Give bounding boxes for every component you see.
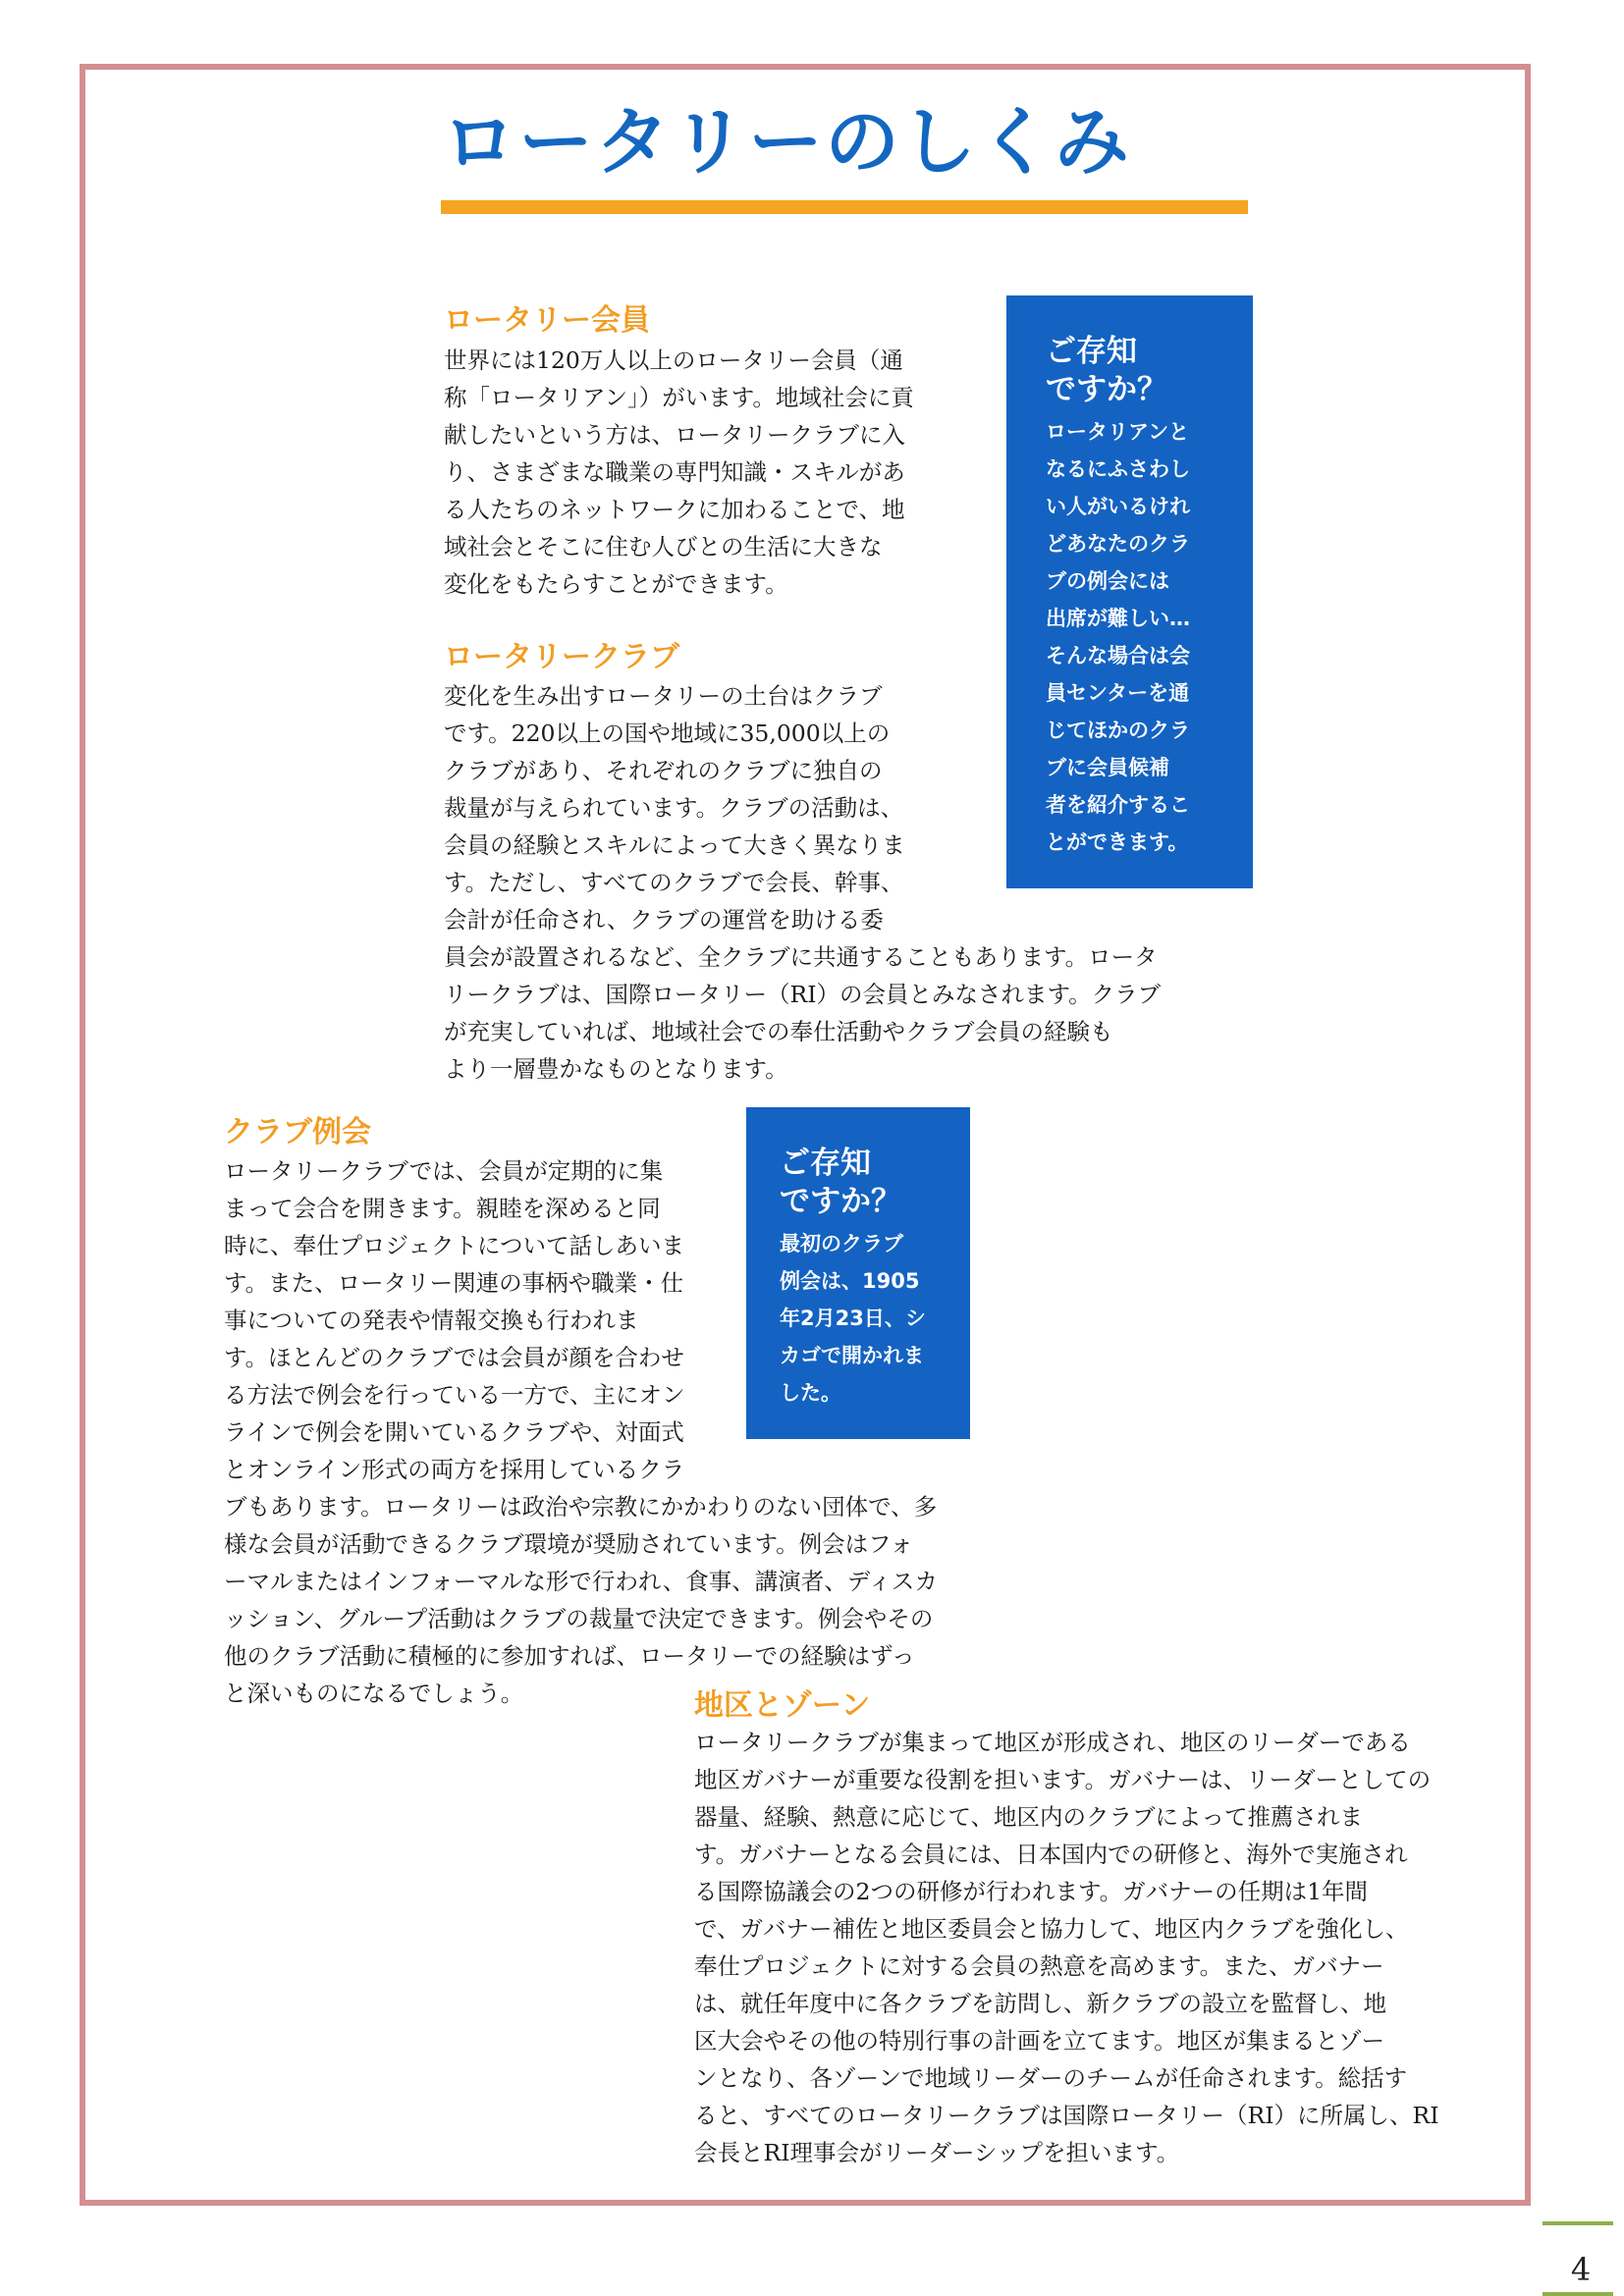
districts-line: る国際協議会の2つの研修が行われます。ガバナーの任期は1年間 [694, 1878, 1369, 1905]
page-title: ロータリーのしくみ [442, 98, 1131, 186]
info-box-title-line: ご存知 [1046, 334, 1137, 369]
title-underline [441, 200, 1248, 214]
info-box-line: 員センターを通 [1046, 681, 1190, 705]
clubs-line: です。220以上の国や地域に35,000以上の [444, 720, 891, 747]
info-box-line: ブの例会には [1046, 569, 1169, 593]
meetings-line: ラインで例会を開いているクラブや、対面式 [224, 1418, 684, 1446]
clubs-line: クラブがあり、それぞれのクラブに独自の [444, 757, 883, 784]
districts-line: す。ガバナーとなる会員には、日本国内での研修と、海外で実施され [694, 1841, 1408, 1868]
meetings-line: す。ほとんどのクラブでは会員が顔を合わせ [224, 1344, 684, 1371]
info-box-line: 者を紹介するこ [1046, 793, 1190, 817]
members-line: 世界には120万人以上のロータリー会員（通 [444, 347, 903, 374]
info-box-did-you-know-1 [1006, 295, 1253, 888]
members-line: 域社会とそこに住む人びとの生活に大きな [444, 533, 883, 561]
info-box-line: 例会は、1905 [780, 1269, 920, 1293]
info-box-line: 出席が難しい… [1046, 607, 1190, 630]
info-box-title-line: ですか？ [1046, 372, 1167, 407]
clubs-line: す。ただし、すべてのクラブで会長、幹事、 [444, 869, 904, 896]
meetings-line: ッション、グループ活動はクラブの裁量で決定できます。例会やその [224, 1605, 934, 1632]
heading-members: ロータリー会員 [444, 303, 650, 338]
info-box-line: ロータリアンと [1046, 420, 1190, 444]
districts-line: ンとなり、各ゾーンで地域リーダーのチームが任命されます。総括す [694, 2064, 1408, 2092]
districts-line: 奉仕プロジェクトに対する会員の熱意を高めます。また、ガバナー [694, 1952, 1384, 1980]
clubs-line: リークラブは、国際ロータリー（RI）の会員とみなされます。クラブ [444, 981, 1162, 1008]
meetings-line: 他のクラブ活動に積極的に参加すれば、ロータリーでの経験はずっ [224, 1642, 915, 1670]
info-box-line: そんな場合は会 [1046, 644, 1190, 667]
info-box-line: した。 [780, 1381, 841, 1405]
info-box-title [780, 1145, 970, 1221]
districts-line: 器量、経験、熱意に応じて、地区内のクラブによって推薦されま [694, 1803, 1364, 1831]
members-line: る人たちのネットワークに加わることで、地 [444, 496, 905, 523]
info-box-title [1046, 333, 1253, 409]
districts-line: 会長とRI理事会がリーダーシップを担います。 [694, 2139, 1180, 2166]
meetings-line: ブもあります。ロータリーは政治や宗教にかかわりのない団体で、多 [224, 1493, 938, 1521]
meetings-line: 事についての発表や情報交換も行われま [224, 1307, 639, 1334]
info-box-line: ブに会員候補 [1046, 756, 1169, 779]
info-box-title-line: ご存知 [780, 1146, 871, 1181]
page-number-rule-top [1543, 2221, 1613, 2225]
meetings-line: と深いものになるでしょう。 [224, 1680, 524, 1707]
clubs-line: 変化を生み出すロータリーの土台はクラブ [444, 682, 883, 710]
clubs-line: 会計が任命され、クラブの運営を助ける委 [444, 906, 884, 934]
clubs-line: 員会が設置されるなど、全クラブに共通することもあります。ロータ [444, 943, 1158, 971]
clubs-line: 会員の経験とスキルによって大きく異なりま [444, 831, 905, 859]
members-line: 献したいという方は、ロータリークラブに入 [444, 421, 905, 449]
info-box-line: 年2月23日、シ [780, 1307, 926, 1330]
clubs-line: 裁量が与えられています。クラブの活動は、 [444, 794, 904, 822]
clubs-line: が充実していれば、地域社会での奉仕活動やクラブ会員の経験も [444, 1018, 1113, 1045]
districts-line: で、ガバナー補佐と地区委員会と協力して、地区内クラブを強化し、 [694, 1915, 1409, 1943]
info-box-line: カゴで開かれま [780, 1344, 924, 1367]
page-number: 4 [1570, 2251, 1592, 2288]
clubs-line: より一層豊かなものとなります。 [444, 1055, 788, 1083]
page-number-rule [1543, 2292, 1613, 2296]
meetings-line: ーマルまたはインフォーマルな形で行われ、食事、講演者、ディスカ [224, 1568, 938, 1595]
meetings-line: ロータリークラブでは、会員が定期的に集 [224, 1157, 664, 1185]
members-line: 称「ロータリアン」）がいます。地域社会に貢 [444, 384, 914, 411]
info-box-line: い人がいるけれ [1046, 495, 1190, 518]
meetings-line: す。また、ロータリー関連の事柄や職業・仕 [224, 1269, 684, 1297]
info-box-line: とができます。 [1046, 830, 1189, 854]
members-line: り、さまざまな職業の専門知識・スキルがあ [444, 458, 905, 486]
heading-meetings: クラブ例会 [224, 1115, 371, 1149]
heading-districts: 地区とゾーン [694, 1688, 871, 1723]
meetings-line: る方法で例会を行っている一方で、主にオン [224, 1381, 685, 1409]
meetings-line: 時に、奉仕プロジェクトについて話しあいま [224, 1232, 685, 1259]
info-box-did-you-know-2 [746, 1107, 970, 1439]
info-box-line: なるにふさわし [1046, 457, 1190, 481]
meetings-line: まって会合を開きます。親睦を深めると同 [224, 1195, 661, 1222]
districts-line: ロータリークラブが集まって地区が形成され、地区のリーダーである [694, 1729, 1411, 1756]
districts-line: 区大会やその他の特別行事の計画を立てます。地区が集まるとゾー [694, 2027, 1385, 2055]
districts-line: ると、すべてのロータリークラブは国際ロータリー（RI）に所属し、RI [694, 2102, 1439, 2129]
info-box-line: 最初のクラブ [780, 1232, 903, 1255]
info-box-title-line: ですか？ [780, 1184, 901, 1219]
meetings-line: とオンライン形式の両方を採用しているクラ [224, 1456, 685, 1483]
members-line: 変化をもたらすことができます。 [444, 570, 788, 598]
districts-line: は、就任年度中に各クラブを訪問し、新クラブの設立を監督し、地 [694, 1990, 1386, 2017]
districts-line: 地区ガバナーが重要な役割を担います。ガバナーは、リーダーとしての [694, 1766, 1432, 1793]
info-box-line: じてほかのクラ [1046, 719, 1190, 742]
info-box-line: どあなたのクラ [1046, 532, 1190, 556]
meetings-line: 様な会員が活動できるクラブ環境が奨励されています。例会はフォ [224, 1530, 913, 1558]
heading-clubs: ロータリークラブ [444, 640, 679, 674]
